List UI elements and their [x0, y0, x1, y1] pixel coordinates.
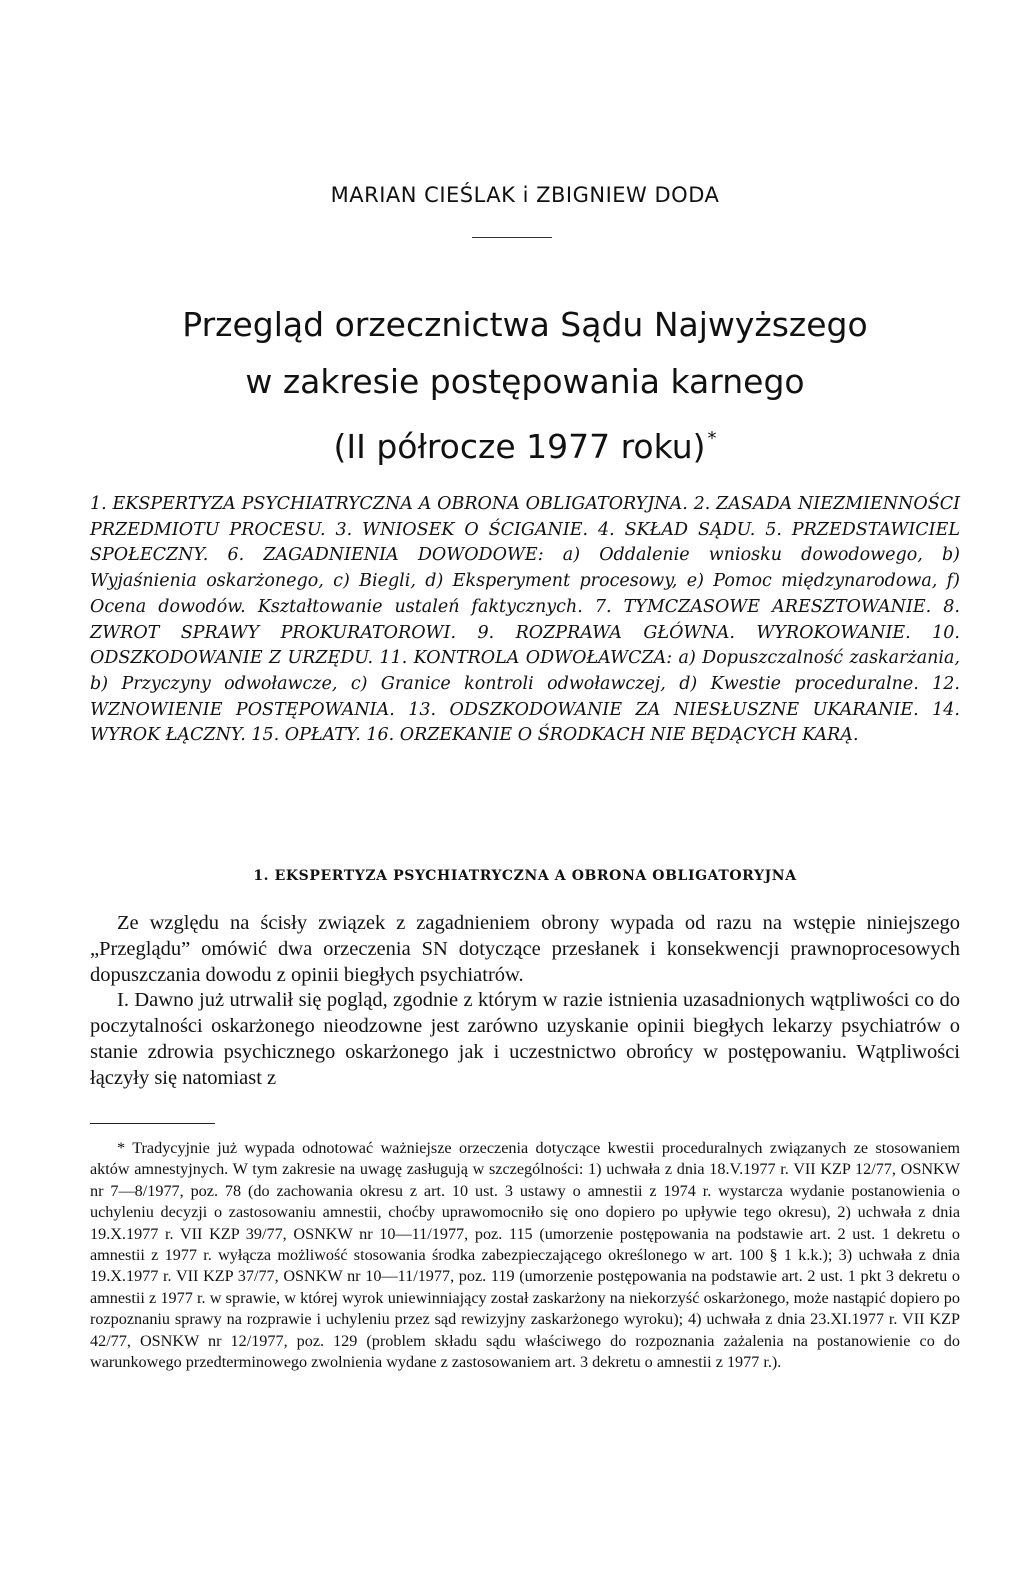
title-divider — [472, 237, 552, 238]
footnote-divider — [90, 1123, 215, 1124]
table-of-contents: 1. EKSPERTYZA PSYCHIATRYCZNA A OBRONA OBLIGATORYJNA. 2. ZASADA NIEZMIENNOŚCI PRZEDMIOTU PROCESU. 3. WNIOSEK O ŚCIGANIE. 4. SKŁAD SĄDU. 5. PRZEDSTAWICIEL SPOŁECZNY. 6. ZAGADNIENIA DOWODOWE: a) Oddalenie wniosku dowodowego, b) Wyjaśnienia oskarżonego, c) Biegli, d) Eksperyment procesowy, e) Pomoc międzynarodowa, f) Ocena dowodów. Kształtowanie ustaleń faktycznych. 7. TYMCZASOWE ARESZTOWANIE. 8. ZWROT SPRAWY PROKURATOROWI. 9. ROZPRAWA GŁÓWNA. WYROKOWANIE. 10. ODSZKODOWANIE Z URZĘDU. 11. KONTROLA ODWOŁAWCZA: a) Dopuszczalność zaskarżania, b) Przyczyny odwoławcze, c) Granice kontroli odwoławczej, d) Kwestie proceduralne. 12. WZNOWIENIE POSTĘPOWANIA. 13. ODSZKODOWANIE ZA NIESŁUSZNE UKARANIE. 14. WYROK ŁĄCZNY. 15. OPŁATY. 16. ORZEKANIE O ŚRODKACH NIE BĘDĄCYCH KARĄ. — [90, 494, 960, 746]
paragraph: I. Dawno już utrwalił się pogląd, zgodnie z którym w razie istnienia uzasadnionych wątpliwości co do poczytalności oskarżonego nieodzowne jest zarówno uzyskanie opinii biegłych lekarzy psychiatrów o stanie zdrowia psychicznego oskarżonego jak i uczestnictwo obrońcy w postępowaniu. Wątpliwości łączyły się natomiast z — [90, 989, 960, 1089]
title-line-3 — [90, 410, 960, 475]
paragraph: Ze względu na ścisły związek z zagadnieniem obrony wypada od razu na wstępie niniejszego „Przeglądu” omówić dwa orzeczenia SN dotyczące przesłanek i konsekwencji prawnoprocesowych dopuszczania dowodu z opinii biegłych psychiatrów. — [90, 912, 960, 986]
title-line-1: Przegląd orzecznictwa Sądu Najwyższego — [182, 305, 868, 344]
author-names: MARIAN CIEŚLAK i ZBIGNIEW DODA — [330, 183, 720, 207]
article-title — [90, 296, 960, 475]
body-text — [90, 911, 960, 1092]
title-line-3-text: (II półrocze 1977 roku) — [333, 427, 706, 466]
title-line-2: w zakresie postępowania karnego — [245, 362, 805, 401]
section-heading: 1. EKSPERTYZA PSYCHIATRYCZNA A OBRONA OBLIGATORYJNA — [253, 868, 797, 884]
title-footnote-mark: * — [707, 428, 717, 449]
footnote: * Tradycyjnie już wypada odnotować ważniejsze orzeczenia dotyczące kwestii proceduralnych związanych ze stosowaniem aktów amnestyjnych. W tym zakresie na uwagę zasługują w szczególności: 1) uchwała z dnia 18.V.1977 r. VII KZP 12/77, OSNKW nr 7—8/1977, poz. 78 (do zachowania okresu z art. 10 ust. 3 ustawy o amnestii z 1974 r. wystarcza wydanie postanowienia o uchyleniu decyzji o zastosowaniu amnestii, choćby uprawomocniło się ono dopiero po upływie tego okresu), 2) uchwała z dnia 19.X.1977 r. VII KZP 39/77, OSNKW nr 10—11/1977, poz. 115 (umorzenie postępowania na podstawie art. 2 ust. 1 dekretu o amnestii z 1977 r. wyłącza możliwość stosowania środka zabezpieczającego określonego w art. 100 § 1 k.k.); 3) uchwała z dnia 19.X.1977 r. VII KZP 37/77, OSNKW nr 10—11/1977, poz. 119 (umorzenie postępowania na podstawie art. 2 ust. 1 pkt 3 dekretu o amnestii z 1977 r. w sprawie, w której wyrok uniewinniający został zaskarżony na niekorzyść oskarżonego, może nastąpić dopiero po rozpoznaniu sprawy na rozprawie i uchyleniu przez sąd rewizyjny zaskarżonego wyroku); 4) uchwała z dnia 23.XI.1977 r. VII KZP 42/77, OSNKW nr 12/1977, poz. 129 (problem składu sądu właściwego do rozpoznania zażalenia na postanowienie co do warunkowego przedterminowego zwolnienia wydane z zastosowaniem art. 3 dekretu o amnestii z 1977 r.). — [90, 1139, 960, 1372]
